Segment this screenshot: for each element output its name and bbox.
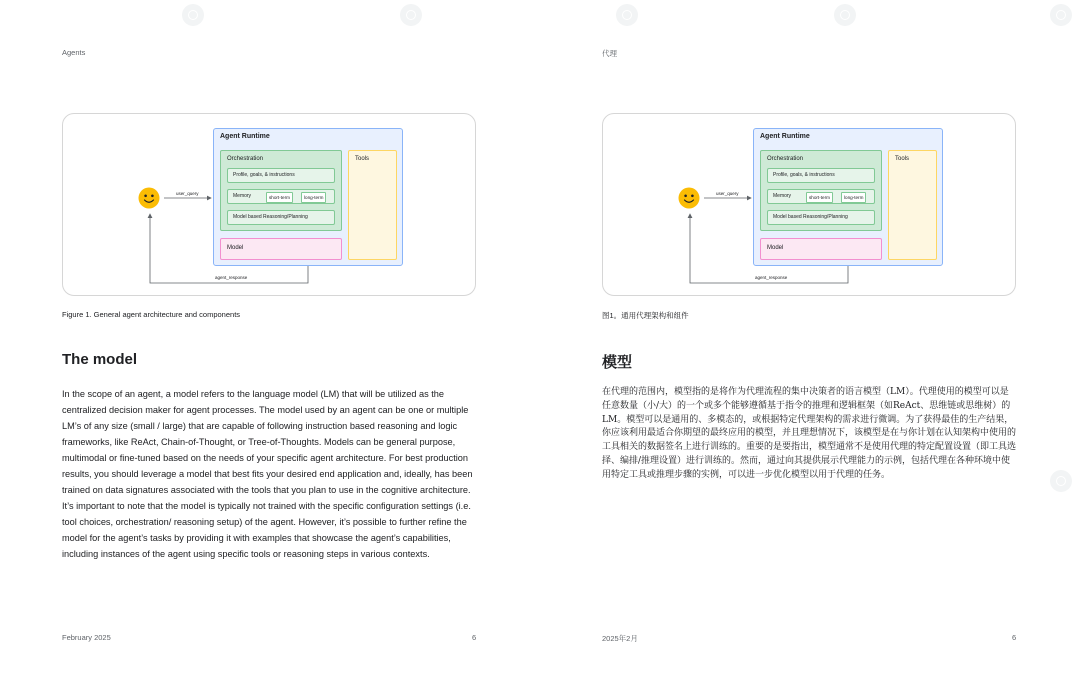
memory-box (767, 189, 875, 204)
running-head: 代理 (602, 49, 617, 58)
running-head: Agents (62, 48, 86, 57)
agent-response-label: agent_response (215, 275, 248, 280)
page-number: 6 (472, 633, 477, 642)
tools-title: Tools (355, 156, 370, 162)
agent-response-label: agent_response (755, 275, 788, 280)
watermark-icon (1050, 4, 1072, 26)
body-paragraph: 在代理的范围内，模型指的是将作为代理流程的集中决策者的语言模型（LM）。代理使用的模型可以是任意数量（小/大）的一个或多个能够遵循基于指令的推理和逻辑框架（如ReAct、思维链或思维树）的LM。模型可以是通用的、多模态的，或根据特定代理架构的需求进行微调。为了获得最佳的生产结果，你应该利用最适合你期望的最终应用的模型，并且理想情况下，该模型是在与你计划在认知架构中使用的工具相关的数据签名上进行训练的。重要的是要指出，模型通常不是使用代理的特定配置设置（即工具选择、编排/推理设置）进行训练的。然而，通过向其提供展示代理能力的示例，包括代理在各种环境中使用特定工具或推理步骤的实例，可以进一步优化模型以用于代理的任务。 (602, 387, 1017, 480)
figure-caption: 图1。通用代理架构和组件 (602, 311, 689, 320)
memory-label: Memory (233, 193, 252, 199)
footer-date: February 2025 (62, 633, 111, 642)
memory-short-term-chip: short-term (266, 192, 293, 203)
agent-runtime-box (213, 128, 403, 266)
orchestration-box (760, 150, 882, 231)
section-heading: The model (62, 351, 138, 368)
watermark-icon (1050, 470, 1072, 492)
body-paragraph: In the scope of an agent, a model refers to the language model (LM) that will be utilized as the centralized decision maker for agent processes. The model used by an agent can be one or multiple LM’s of any size (small / large) that are capable of following instruction based reasoning and logic frameworks, like ReAct, Chain-of-Thought, or Tree-of-Thoughts. Models can be general purpose, multimodal or fine-tuned based on the needs of your specific agent architecture. For best production results, you should leverage a model that best fits your desired end application and, ideally, has been trained on data signatures associated with the tools that you plan to use in the cognitive architecture. It’s important to note that the model is typically not trained with the specific configuration settings (i.e. tool choices, orchestration/ reasoning setup) of the agent. However, it’s possible to further refine the model for the agent’s tasks by providing it with examples that showcase the agent’s capabilities, including instances of the agent using specific tools or reasoning steps in various contexts. (62, 389, 473, 559)
model-box (220, 238, 342, 260)
memory-box (227, 189, 335, 204)
tools-box (888, 150, 937, 260)
user-smiley-icon (138, 187, 160, 209)
profile-box: Profile, goals, & instructions (767, 168, 875, 183)
model-box (760, 238, 882, 260)
user-query-label: user_query (716, 191, 739, 196)
reasoning-box: Model based Reasoning/Planning (767, 210, 875, 225)
right-page (540, 0, 1080, 695)
agent-runtime-box (753, 128, 943, 266)
memory-label: Memory (773, 193, 792, 199)
section-heading: 模型 (602, 353, 633, 371)
watermark-icon (182, 4, 204, 26)
runtime-title: Agent Runtime (760, 133, 810, 140)
watermark-icon (400, 4, 422, 26)
reasoning-box: Model based Reasoning/Planning (227, 210, 335, 225)
footer-date: 2025年2月 (602, 634, 638, 643)
user-query-label: user_query (176, 191, 199, 196)
orchestration-title: Orchestration (227, 156, 264, 162)
watermark-icon (616, 4, 638, 26)
tools-box (348, 150, 397, 260)
memory-long-term-chip: long-term (841, 192, 866, 203)
user-smiley-icon (678, 187, 700, 209)
figure-caption: Figure 1. General agent architecture and components (62, 310, 241, 319)
model-title: Model (767, 245, 784, 251)
memory-short-term-chip: short-term (806, 192, 833, 203)
orchestration-title: Orchestration (767, 156, 804, 162)
profile-box: Profile, goals, & instructions (227, 168, 335, 183)
model-title: Model (227, 245, 244, 251)
orchestration-box (220, 150, 342, 231)
page-number: 6 (1012, 633, 1017, 642)
architecture-figure (62, 113, 476, 296)
architecture-figure (602, 113, 1016, 296)
runtime-title: Agent Runtime (220, 133, 270, 140)
memory-long-term-chip: long-term (301, 192, 326, 203)
tools-title: Tools (895, 156, 910, 162)
watermark-icon (834, 4, 856, 26)
